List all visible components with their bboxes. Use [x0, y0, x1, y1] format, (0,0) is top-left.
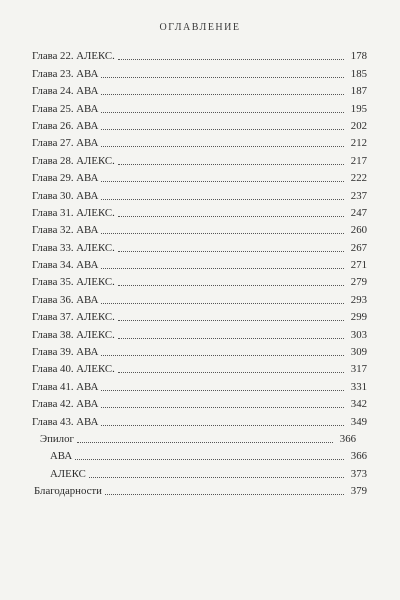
toc-entry-page: 202 — [350, 119, 367, 132]
toc-entry-label: Глава 29. АВА — [32, 172, 99, 185]
toc-entry-page: 187 — [350, 85, 367, 98]
toc-entry-page: 279 — [350, 276, 367, 289]
toc-entry-page: 299 — [350, 311, 367, 324]
toc-entry-chapter-26 — [32, 115, 367, 132]
toc-entry-page: 309 — [350, 346, 367, 359]
toc-entry-chapter-31 — [32, 202, 367, 219]
toc-entry-label: Глава 43. АВА — [32, 415, 99, 428]
dot-leader — [101, 233, 344, 234]
table-of-contents — [32, 45, 367, 497]
toc-entry-label: Глава 26. АВА — [32, 119, 99, 132]
dot-leader — [118, 216, 344, 217]
toc-entry-label: Глава 25. АВА — [32, 102, 99, 115]
toc-entry-chapter-42 — [32, 393, 367, 410]
dot-leader — [101, 407, 344, 408]
toc-entry-epilogue-alex — [32, 462, 367, 479]
toc-entry-page: 267 — [350, 241, 367, 254]
dot-leader — [101, 303, 344, 304]
toc-entry-page: 212 — [350, 137, 367, 150]
dot-leader — [118, 59, 344, 60]
dot-leader — [118, 164, 344, 165]
toc-entry-label: Глава 33. АЛЕКС. — [32, 241, 115, 254]
dot-leader — [105, 494, 344, 495]
dot-leader — [101, 390, 344, 391]
dot-leader — [77, 442, 333, 443]
toc-entry-acknowledgements — [32, 480, 367, 497]
toc-entry-chapter-25 — [32, 97, 367, 114]
dot-leader — [75, 459, 344, 460]
toc-entry-label: Глава 39. АВА — [32, 346, 99, 359]
dot-leader — [118, 251, 344, 252]
toc-entry-page: 303 — [350, 328, 367, 341]
toc-entry-label: Глава 41. АВА — [32, 380, 99, 393]
toc-entry-page: 271 — [350, 259, 367, 272]
toc-entry-label: Глава 27. АВА — [32, 137, 99, 150]
toc-entry-label: Глава 30. АВА — [32, 189, 99, 202]
toc-entry-chapter-34 — [32, 254, 367, 271]
toc-entry-page: 260 — [350, 224, 367, 237]
toc-entry-chapter-22 — [32, 45, 367, 62]
toc-entry-epilogue — [32, 428, 356, 445]
toc-entry-page: 195 — [350, 102, 367, 115]
toc-entry-page: 247 — [350, 206, 367, 219]
toc-entry-chapter-29 — [32, 167, 367, 184]
toc-entry-chapter-23 — [32, 62, 367, 79]
toc-entry-chapter-32 — [32, 219, 367, 236]
toc-entry-chapter-37 — [32, 306, 367, 323]
toc-entry-page: 342 — [350, 398, 367, 411]
toc-entry-chapter-40 — [32, 358, 367, 375]
toc-entry-label: Эпилог — [40, 432, 74, 445]
toc-entry-chapter-35 — [32, 271, 367, 288]
toc-entry-page: 237 — [350, 189, 367, 202]
dot-leader — [101, 268, 344, 269]
toc-entry-label: Глава 40. АЛЕКС. — [32, 363, 115, 376]
toc-entry-label: Глава 24. АВА — [32, 85, 99, 98]
toc-entry-label: Глава 34. АВА — [32, 259, 99, 272]
page-heading: ОГЛАВЛЕНИЕ — [159, 22, 241, 33]
toc-entry-chapter-43 — [32, 410, 367, 427]
toc-entry-chapter-24 — [32, 80, 367, 97]
toc-entry-chapter-36 — [32, 288, 367, 305]
dot-leader — [101, 425, 344, 426]
toc-entry-chapter-27 — [32, 132, 367, 149]
toc-entry-chapter-41 — [32, 375, 367, 392]
toc-entry-label: Глава 22. АЛЕКС. — [32, 50, 115, 63]
toc-entry-page: 222 — [350, 172, 367, 185]
toc-entry-page: 217 — [350, 154, 367, 167]
dot-leader — [101, 181, 344, 182]
dot-leader — [101, 77, 344, 78]
toc-entry-label: Глава 38. АЛЕКС. — [32, 328, 115, 341]
dot-leader — [118, 320, 344, 321]
toc-entry-label: АВА — [50, 450, 73, 463]
toc-entry-label: Благодарности — [34, 485, 102, 498]
toc-entry-page: 185 — [350, 67, 367, 80]
toc-entry-label: Глава 23. АВА — [32, 67, 99, 80]
toc-entry-page: 331 — [350, 380, 367, 393]
toc-entry-label: Глава 37. АЛЕКС. — [32, 311, 115, 324]
toc-entry-page: 366 — [339, 432, 356, 445]
dot-leader — [101, 355, 344, 356]
toc-entry-chapter-38 — [32, 323, 367, 340]
dot-leader — [101, 112, 344, 113]
dot-leader — [118, 338, 344, 339]
toc-entry-epilogue-ava — [32, 445, 367, 462]
toc-entry-page: 373 — [350, 467, 367, 480]
toc-entry-page: 366 — [350, 450, 367, 463]
toc-entry-page: 379 — [350, 485, 367, 498]
toc-entry-label: Глава 28. АЛЕКС. — [32, 154, 115, 167]
toc-entry-page: 349 — [350, 415, 367, 428]
toc-entry-label: Глава 36. АВА — [32, 293, 99, 306]
toc-entry-chapter-28 — [32, 149, 367, 166]
toc-entry-label: Глава 42. АВА — [32, 398, 99, 411]
dot-leader — [101, 129, 344, 130]
dot-leader — [118, 372, 344, 373]
dot-leader — [89, 477, 344, 478]
toc-entry-label: АЛЕКС — [50, 467, 86, 480]
toc-entry-page: 317 — [350, 363, 367, 376]
dot-leader — [118, 285, 344, 286]
dot-leader — [101, 146, 344, 147]
toc-entry-page: 178 — [350, 50, 367, 63]
dot-leader — [101, 94, 344, 95]
toc-entry-chapter-39 — [32, 341, 367, 358]
toc-entry-label: Глава 35. АЛЕКС. — [32, 276, 115, 289]
toc-entry-label: Глава 32. АВА — [32, 224, 99, 237]
toc-entry-chapter-30 — [32, 184, 367, 201]
toc-entry-page: 293 — [350, 293, 367, 306]
dot-leader — [101, 199, 344, 200]
toc-entry-chapter-33 — [32, 236, 367, 253]
toc-entry-label: Глава 31. АЛЕКС. — [32, 206, 115, 219]
